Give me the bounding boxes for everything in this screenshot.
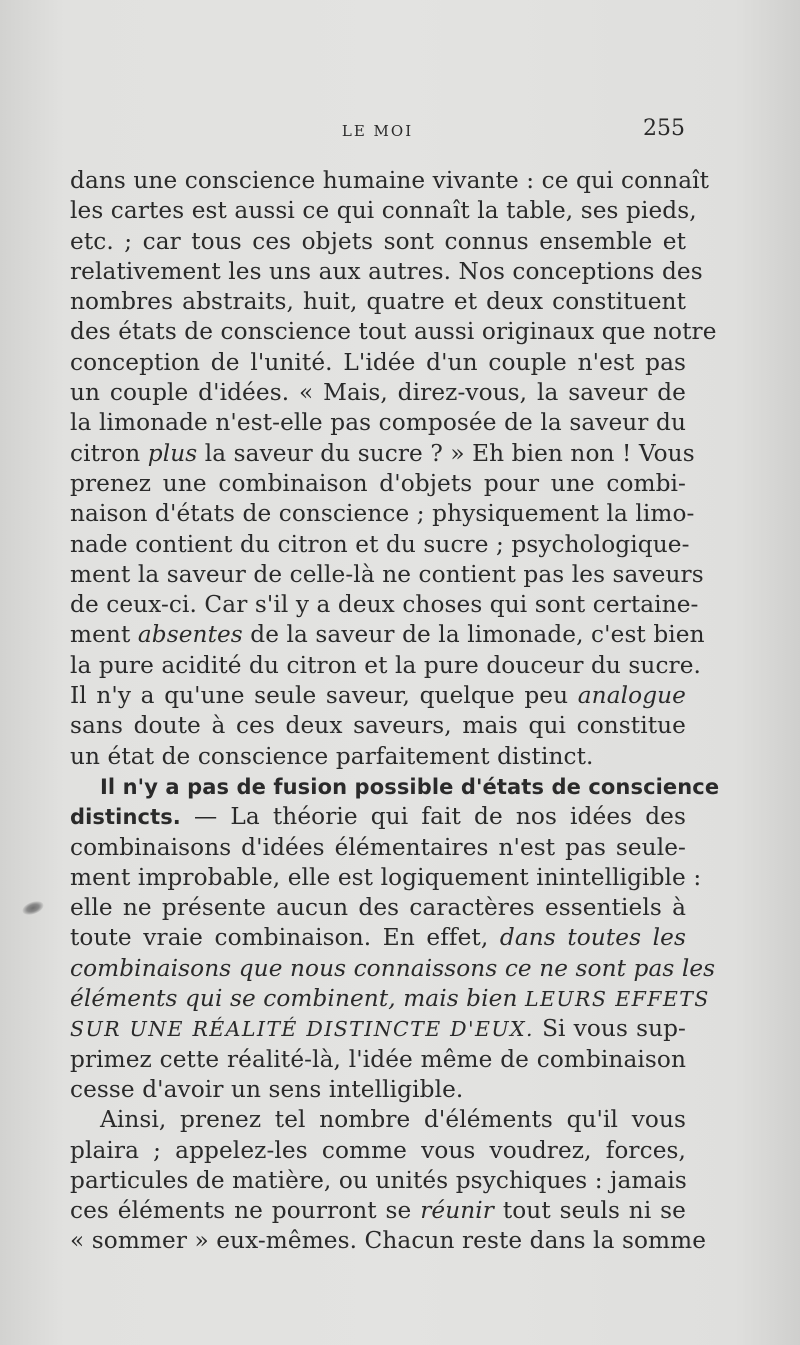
text-line: ment improbable, elle est logiquement inintelligible : (70, 863, 702, 891)
text-line: les cartes est aussi ce qui connaît la table, ses pieds, (70, 197, 697, 225)
text-line: relativement les uns aux autres. Nos conceptions des (70, 257, 703, 285)
text-line: particules de matière, ou unités psychiques : jamais (70, 1166, 687, 1194)
text-line: cesse d'avoir un sens intelligible. (70, 1075, 464, 1103)
text-line: la pure acidité du citron et la pure douceur du sucre. (70, 651, 702, 679)
text-line: elle ne présente aucun des caractères essentiels à (70, 894, 686, 922)
bold-heading-text: Il n'y a pas de fusion possible d'états de conscience (100, 774, 720, 799)
text-line: nade contient du citron et du sucre ; psychologique- (70, 530, 690, 558)
text-run: Si vous sup- (533, 1015, 686, 1043)
text-run: tout seuls ni se (493, 1197, 686, 1225)
italic-caps-text: SUR UNE RÉALITÉ DISTINCTE D'EUX. (70, 1017, 534, 1042)
italic-caps-text: LEURS EFFETS (524, 987, 710, 1012)
text-run: toute vraie combinaison. En effet, (70, 924, 500, 952)
page-header (70, 116, 685, 146)
italic-text: combinaisons que nous connaissons ce ne sont pas les (70, 954, 716, 982)
italic-text: analogue (577, 682, 686, 710)
text-line (70, 439, 695, 469)
text-line (70, 681, 686, 711)
text-line (70, 620, 705, 650)
text-line: etc. ; car tous ces objets sont connus ensemble et (70, 227, 686, 255)
text-line: combinaisons d'idées élémentaires n'est pas seule- (70, 833, 686, 861)
bold-heading-text: distincts. (70, 805, 181, 830)
text-line: conception de l'unité. L'idée d'un couple n'est pas (70, 348, 686, 376)
text-line (70, 802, 686, 832)
text-line: nombres abstraits, huit, quatre et deux constituent (70, 288, 686, 316)
text-line (70, 772, 720, 802)
text-run: citron (70, 439, 148, 467)
text-run: la saveur du sucre ? » Eh bien non ! Vous (197, 439, 695, 467)
body-text (70, 166, 720, 1257)
text-line: un état de conscience parfaitement distinct. (70, 742, 594, 770)
text-line: « sommer » eux-mêmes. Chacun reste dans la somme (70, 1227, 707, 1255)
page-number: 255 (643, 116, 685, 141)
text-line: naison d'états de conscience ; physiquement la limo- (70, 500, 695, 528)
text-line (70, 984, 710, 1014)
italic-text: réunir (420, 1197, 494, 1225)
text-run: ces éléments ne pourront se (70, 1197, 421, 1225)
running-head: LE MOI (341, 122, 414, 140)
text-line (70, 923, 686, 953)
text-line: prenez une combinaison d'objets pour une combi- (70, 469, 686, 497)
text-line: plaira ; appelez-les comme vous voudrez, forces, (70, 1136, 686, 1164)
text-run: — La théorie qui fait de nos idées des (180, 803, 686, 831)
text-line: Ainsi, prenez tel nombre d'éléments qu'il vous (100, 1106, 686, 1134)
text-line: de ceux-ci. Car s'il y a deux choses qui sont certaine- (70, 591, 699, 619)
text-line: dans une conscience humaine vivante : ce qui connaît (70, 167, 710, 194)
text-line: primez cette réalité-là, l'idée même de combinaison (70, 1045, 686, 1073)
text-line: un couple d'idées. « Mais, direz-vous, la saveur de (70, 379, 686, 407)
italic-text: dans toutes les (499, 924, 686, 952)
text-run: de la saveur de la limonade, c'est bien (242, 621, 705, 649)
text-line: la limonade n'est-elle pas composée de la saveur du (70, 409, 686, 437)
text-line (70, 1014, 686, 1044)
italic-text: éléments qui se combinent, mais bien (70, 985, 525, 1013)
text-line (70, 1196, 686, 1226)
text-run: ment (70, 621, 138, 649)
text-run: Il n'y a qu'une seule saveur, quelque peu (70, 682, 578, 710)
text-line: ment la saveur de celle-là ne contient pas les saveurs (70, 560, 704, 588)
ink-smudge (21, 899, 46, 918)
italic-text: absentes (137, 621, 243, 649)
text-line (70, 954, 716, 984)
text-line: sans doute à ces deux saveurs, mais qui constitue (70, 712, 686, 740)
italic-text: plus (147, 439, 198, 467)
text-line: des états de conscience tout aussi originaux que notre (70, 318, 717, 346)
